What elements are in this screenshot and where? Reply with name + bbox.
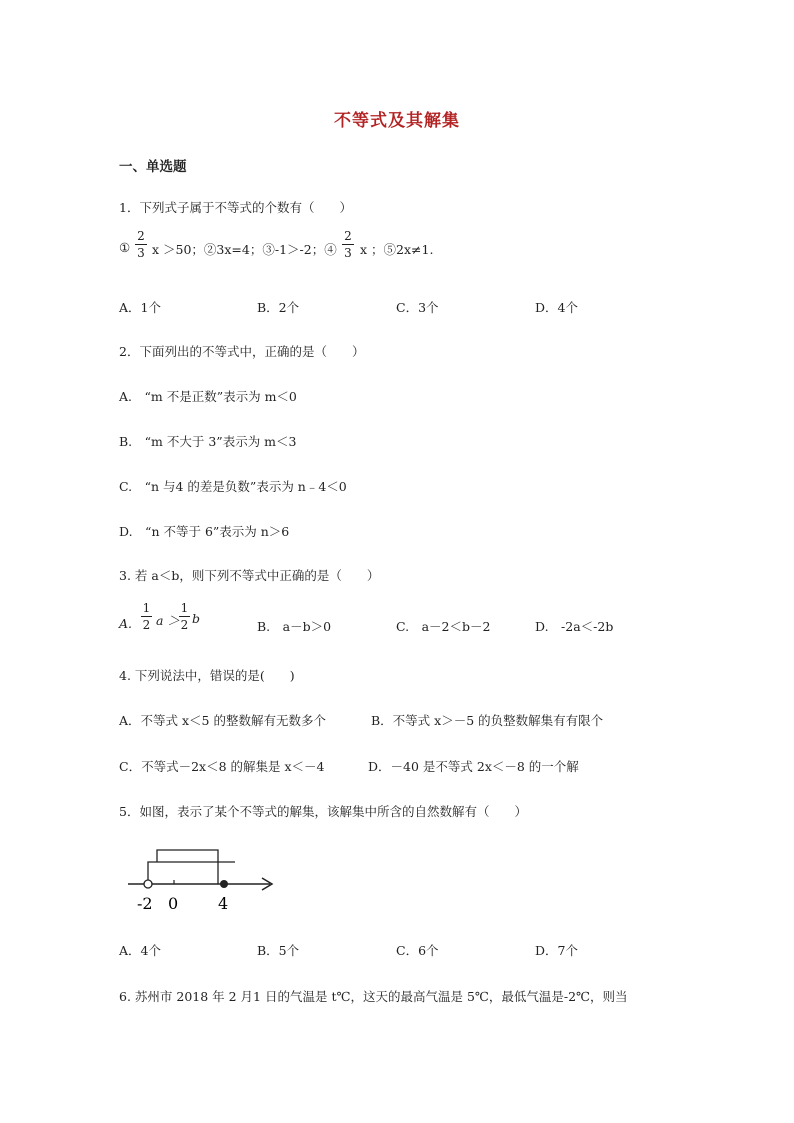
q3-option-d[interactable]: D. -2a＜-2b bbox=[535, 619, 614, 634]
q2-option-c[interactable]: C. “n 与4 的差是负数”表示为 n﹣4＜0 bbox=[119, 479, 347, 494]
range-bracket-right bbox=[157, 850, 218, 884]
q4-option-b[interactable]: B．不等式 x＞－5 的负整数解集有有限个 bbox=[371, 713, 604, 728]
fraction-numerator: 1 bbox=[142, 601, 151, 615]
q2-option-b[interactable]: B. “m 不大于 3”表示为 m＜3 bbox=[119, 434, 297, 449]
fraction-bar bbox=[141, 616, 152, 617]
fraction-numerator: 2 bbox=[344, 229, 352, 243]
section-heading: 一、单选题 bbox=[119, 159, 187, 175]
q3-option-a-middle: a ＞ bbox=[156, 613, 180, 628]
q1-fraction-1 bbox=[135, 230, 147, 259]
q5-option-d[interactable]: D．7个 bbox=[535, 943, 578, 958]
fraction-bar bbox=[179, 616, 190, 617]
label-four: 4 bbox=[218, 894, 229, 913]
q1-circle-1: ① bbox=[119, 240, 131, 255]
question-6-stem: 6. 苏州市 2018 年 2 月1 日的气温是 t℃，这天的最高气温是 5℃，最低气温是-2℃，则当 bbox=[119, 989, 628, 1004]
fraction-bar bbox=[342, 244, 354, 245]
question-3-stem: 3. 若 a＜b，则下列不等式中正确的是（ ） bbox=[119, 568, 380, 583]
q3-fraction-2 bbox=[179, 602, 190, 631]
fraction-denominator: 3 bbox=[137, 246, 145, 260]
q4-option-d[interactable]: D．－40 是不等式 2x＜－8 的一个解 bbox=[368, 759, 579, 774]
q3-option-c[interactable]: C. a－2＜b－2 bbox=[396, 619, 491, 634]
open-endpoint-icon bbox=[144, 880, 152, 888]
q5-option-a[interactable]: A．4个 bbox=[119, 943, 161, 958]
q3-option-a-label: A. bbox=[119, 616, 133, 631]
q1-option-b[interactable]: B．2个 bbox=[257, 300, 300, 315]
fraction-numerator: 2 bbox=[137, 229, 145, 243]
q3-option-a-end: b bbox=[192, 611, 201, 626]
q1-option-c[interactable]: C．3个 bbox=[396, 300, 439, 315]
q4-option-a[interactable]: A．不等式 x＜5 的整数解有无数多个 bbox=[119, 713, 326, 728]
q1-option-d[interactable]: D．4个 bbox=[535, 300, 578, 315]
q3-fraction-1 bbox=[141, 602, 152, 631]
q2-option-a[interactable]: A. “m 不是正数”表示为 m＜0 bbox=[119, 389, 297, 404]
fraction-bar bbox=[135, 244, 147, 245]
question-5-stem: 5．如图，表示了某个不等式的解集，该解集中所含的自然数解有（ ） bbox=[119, 804, 527, 819]
fraction-numerator: 1 bbox=[180, 601, 189, 615]
q5-option-c[interactable]: C．6个 bbox=[396, 943, 439, 958]
label-zero: 0 bbox=[168, 894, 179, 913]
fraction-denominator: 2 bbox=[180, 618, 189, 632]
question-4-stem: 4. 下列说法中，错误的是( ) bbox=[119, 668, 295, 683]
page-title: 不等式及其解集 bbox=[334, 111, 460, 131]
q2-option-d[interactable]: D. “n 不等于 6”表示为 n＞6 bbox=[119, 524, 290, 539]
number-line-figure bbox=[120, 840, 290, 915]
fraction-denominator: 2 bbox=[142, 618, 151, 632]
q1-fraction-2 bbox=[342, 230, 354, 259]
question-1-stem: 1．下列式子属于不等式的个数有（ ） bbox=[119, 200, 352, 215]
q3-option-b[interactable]: B. a－b＞0 bbox=[257, 619, 332, 634]
q1-option-a[interactable]: A．1个 bbox=[119, 300, 161, 315]
q1-expression-part-2: x ；⑤2x≠1. bbox=[360, 242, 434, 257]
closed-endpoint-icon bbox=[220, 880, 228, 888]
q5-option-b[interactable]: B．5个 bbox=[257, 943, 300, 958]
q4-option-c[interactable]: C．不等式－2x＜8 的解集是 x＜－4 bbox=[119, 759, 325, 774]
label-minus-two: -2 bbox=[137, 894, 153, 913]
q1-expression-part-1: x ＞50；②3x=4；③-1＞-2；④ bbox=[152, 242, 337, 257]
fraction-denominator: 3 bbox=[344, 246, 352, 260]
question-2-stem: 2．下面列出的不等式中，正确的是（ ） bbox=[119, 344, 365, 359]
